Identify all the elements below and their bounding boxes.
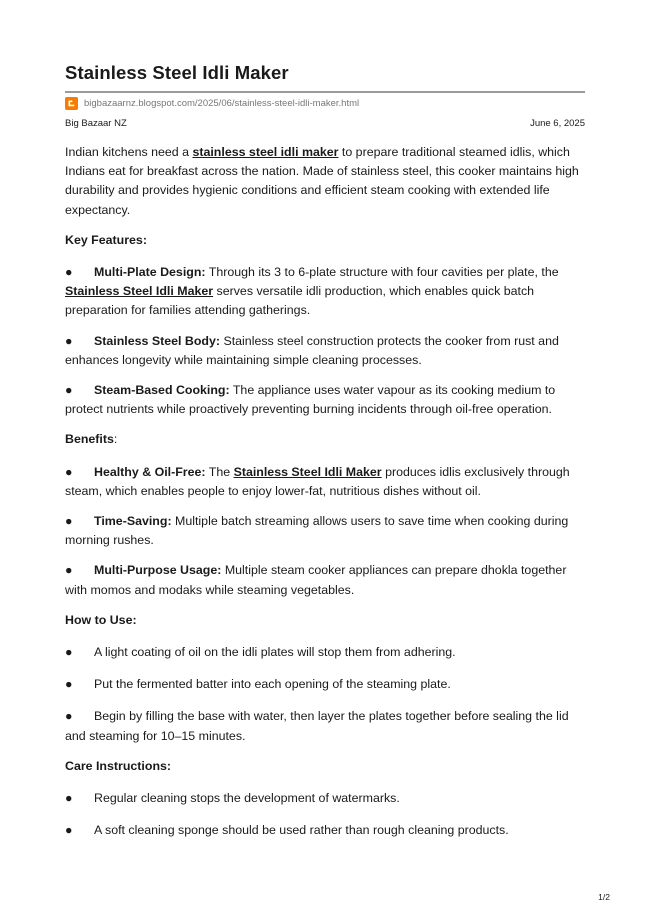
list-item [65, 821, 587, 840]
idli-maker-link[interactable]: stainless steel idli maker [192, 145, 339, 159]
care-instructions-heading: Care Instructions: [65, 758, 172, 773]
page-number: 1/2 [598, 892, 610, 902]
item-text: Put the fermented batter into each opening of the steaming plate. [94, 677, 451, 692]
title-divider [65, 91, 585, 93]
benefits-heading [65, 430, 587, 449]
item-text: Multiple steam cooker appliances can prepare dhokla together with momos and modaks while steaming vegetables. [65, 563, 567, 597]
bullet-icon: ● [65, 677, 73, 692]
item-label: Healthy & Oil-Free: [94, 464, 206, 479]
list-item [65, 263, 587, 321]
bullet-icon: ● [65, 645, 73, 660]
bullet-icon: ● [65, 514, 73, 529]
item-text: Stainless steel construction protects the cooker from rust and enhances longevity while maintaining simple cleaning processes. [65, 333, 559, 367]
item-label: Time-Saving: [94, 514, 172, 529]
bullet-icon: ● [65, 333, 73, 348]
post-meta [65, 118, 585, 129]
item-label: Steam-Based Cooking: [94, 383, 230, 398]
list-item [65, 675, 587, 694]
item-text: The appliance uses water vapour as its cooking medium to protect nutrients while proactively preventing burning incidents through oil-free operation. [65, 383, 556, 417]
item-text-after: produces idlis exclusively through steam, which enables people to enjoy lower-fat, nutritious dishes without oil. [65, 464, 570, 498]
list-item [65, 332, 587, 370]
intro-text-before: Indian kitchens need a [65, 145, 193, 159]
item-text: Begin by filling the base with water, then layer the plates together before sealing the lid and steaming for 10–15 minutes. [65, 709, 569, 743]
list-item [65, 643, 587, 662]
bullet-icon: ● [65, 383, 73, 398]
bullet-icon: ● [65, 709, 73, 724]
list-item [65, 512, 587, 550]
item-text: A light coating of oil on the idli plates will stop them from adhering. [94, 645, 456, 660]
idli-maker-link[interactable]: Stainless Steel Idli Maker [65, 284, 214, 299]
list-item [65, 381, 587, 419]
bullet-icon: ● [65, 464, 73, 479]
key-features-heading: Key Features: [65, 232, 147, 247]
item-text: Regular cleaning stops the development of watermarks. [94, 791, 400, 806]
intro-paragraph [65, 143, 587, 220]
author-name: Big Bazaar NZ [65, 118, 127, 129]
item-text: A soft cleaning sponge should be used rather than rough cleaning products. [94, 823, 509, 838]
item-text: Multiple batch streaming allows users to save time when cooking during morning rushes. [65, 514, 569, 548]
how-to-use-heading: How to Use: [65, 612, 137, 627]
blogger-icon [65, 97, 78, 110]
page-title: Stainless Steel Idli Maker [65, 62, 289, 83]
bullet-icon: ● [65, 823, 73, 838]
list-item [65, 707, 587, 745]
item-text-before: Through its 3 to 6-plate structure with four cavities per plate, the [205, 265, 559, 280]
article-body [65, 143, 587, 853]
item-label: Stainless Steel Body: [94, 333, 221, 348]
benefits-heading-colon: : [113, 432, 118, 447]
bullet-icon: ● [65, 791, 73, 806]
intro-text-after: to prepare traditional steamed idlis, which Indians eat for breakfast across the nation. Made of stainless steel, this cooker maintains high durability and provides hygienic conditions and efficient steam cooking with extended life expectancy. [65, 145, 579, 217]
bullet-icon: ● [65, 265, 73, 280]
list-item [65, 463, 587, 501]
source-url-row [65, 96, 359, 110]
source-url[interactable]: bigbazaarnz.blogspot.com/2025/06/stainless-steel-idli-maker.html [84, 97, 360, 109]
bullet-icon: ● [65, 563, 73, 578]
idli-maker-link[interactable]: Stainless Steel Idli Maker [233, 464, 382, 479]
post-date: June 6, 2025 [530, 118, 585, 129]
list-item [65, 561, 587, 599]
item-text-after: serves versatile idli production, which enables quick batch preparation for families attending gatherings. [65, 284, 535, 318]
list-item [65, 789, 587, 808]
item-label: Multi-Plate Design: [94, 265, 206, 280]
item-text-before: The [205, 464, 234, 479]
benefits-heading-text: Benefits [65, 432, 114, 447]
item-label: Multi-Purpose Usage: [94, 563, 222, 578]
